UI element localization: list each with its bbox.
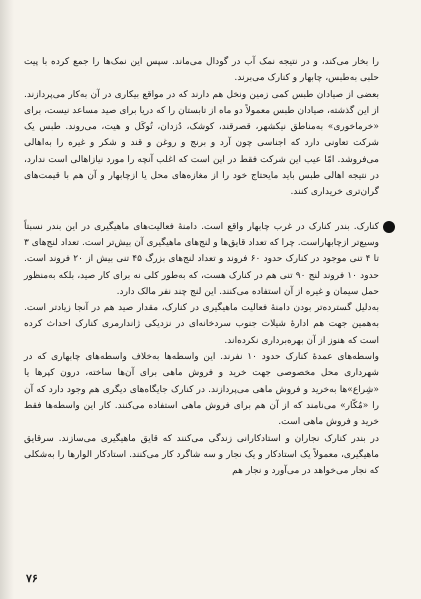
paragraph: در بندر کنارک نجاران و استادکارانی زندگی می‌کنند که قایق ماهیگیری می‌سازند. سرقایق ماهیگیری، معمولاً یک استادکار و یک نجار و سه شاگرد کار می‌کنند. استادکار الوارها را به‌شکلی که نجار می‌خواهد در می‌آورد و نجار هم (24, 433, 379, 477)
paragraph: به‌دلیل گسترده‌تر بودن دامنهٔ فعالیت ماهیگیری در کنارک، مقدار صید هم در آنجا زیادتر است. به‌همین جهت هم ادارهٔ شیلات جنوب سردخانه‌ای در نزدیکی ژاندارمری کنارک احداث کرده است که هنوز از آن بهره‌برداری نکرده‌اند. (24, 303, 379, 346)
page-number: ۷۶ (26, 572, 38, 585)
paragraph-kanarak (24, 219, 379, 300)
paragraph: واسطه‌های عمدهٔ کنارک حدود ۱۰ نفرند. این واسطه‌ها به‌خلاف واسطه‌های چابهاری که در شهرداری محل مخصوصی جهت خرید و فروش ماهی برای آن‌ها ساخته، درون کپرها یا «شِراع‌»ها به‌خرید و فروش ماهی می‌پردازند. در کنارک جایگاه‌های دیگری هم وجود دارد که آن را «مُکّار» می‌نامند که از آن هم برای فروش ماهی استفاده می‌کنند. کار این واسطه‌ها فقط خرید و فروش ماهی است. (24, 352, 379, 428)
paragraph-text: کنارک. بندر کنارک در غرب چابهار واقع است. دامنهٔ فعالیت‌های ماهیگیری در این بندر نسبتاً وسیع‌تر ازچابهاراست. چرا که تعداد قایق‌ها و لنج‌های ماهیگیری آن بیش‌تر است. تعداد لنج‌های ۳ تا ۴ تنی موجود در کنارک حدود ۶۰ فروند و تعداد لنج‌های بزرگ ۴۵ تنی بیش از ۲۰ فروند است. حدود ۱۰ فروند لنج ۹۰ تنی هم در کنارک هست، که به‌طور کلی نه برای کار صید، بلکه به‌منظور حمل سیمان و غیره از آن استفاده می‌کنند. این لنج چند نفر مالک دارد. (24, 221, 379, 297)
section-bullet-icon (383, 221, 395, 233)
page-fold-shadow (0, 0, 14, 599)
body-text (24, 54, 379, 479)
paragraph: بعضی از صیادان طبس کمی زمین ونخل هم دارند که در مواقع بیکاری در آن به‌کار می‌پردازند. از این گذشته، صیادان طبس معمولاً دو ماه از تابستان را که دریا برای صید مساعد نیست، برای «خرماخوری» به‌مناطق نیکشهر، قصرقند، کوشک، دُزدان، تُوکَل و هیت، می‌روند. طبس یک شرکت تعاونی دارد که اجناسی چون آرد و برنج و روغن و قند و شکر و غیره را به‌اهالی می‌فروشد. امّا عیب این شرکت فقط در این است که اغلب آنچه را مورد نیازاهالی است ندارد، در نتیجه اهالی طبس باید مایحتاج خود را از مغازه‌های محل یا ازچابهار و آن هم با قیمت‌های گران‌تری خریداری کنند. (24, 89, 379, 198)
paragraph: را بخار می‌کند، و در نتیجه نمک آب در گودال می‌ماند. سپس این نمک‌ها را جمع کرده با پیت حلبی به‌طبس، چابهار و کنارک می‌برند. (24, 57, 379, 84)
